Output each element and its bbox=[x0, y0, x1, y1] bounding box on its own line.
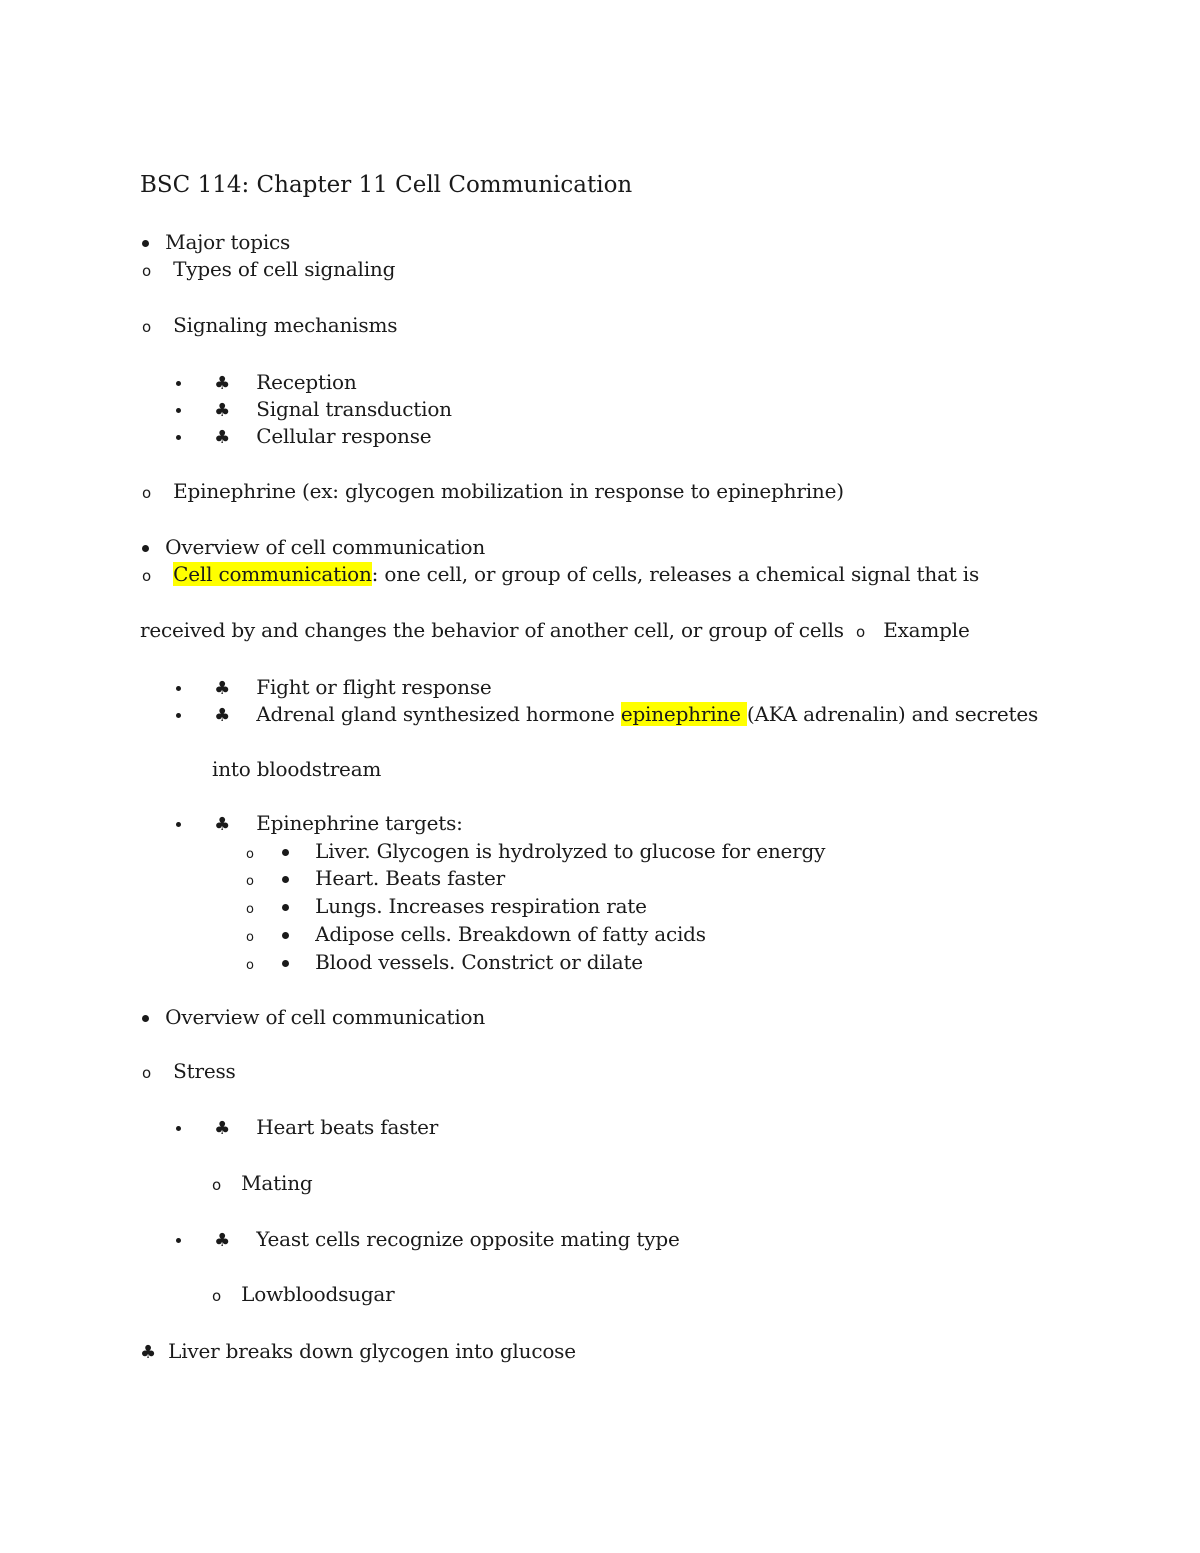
list-item: o Mating bbox=[212, 1171, 313, 1195]
list-item: o Stress bbox=[142, 1059, 236, 1083]
circle-bullet-icon: o bbox=[142, 262, 151, 280]
paragraph-line: received by and changes the behavior of another cell, or group of cells o Example bbox=[140, 618, 970, 642]
list-item: o Cell communication: one cell, or group of cells, releases a chemical signal that is bbox=[142, 562, 980, 586]
list-item: o Types of cell signaling bbox=[142, 257, 396, 281]
list-item: Major topics bbox=[142, 229, 290, 255]
list-item: o Lungs. Increases respiration rate bbox=[246, 894, 647, 918]
circle-bullet-icon: o bbox=[142, 567, 151, 585]
club-icon: ♣ bbox=[214, 678, 231, 699]
list-item: ♣ Signal transduction bbox=[176, 396, 452, 424]
circle-bullet-icon: o bbox=[246, 930, 254, 945]
list-item: ♣ Epinephrine targets: bbox=[176, 810, 463, 838]
list-item: ♣ Yeast cells recognize opposite mating type bbox=[176, 1226, 680, 1254]
highlighted-term: Cell communication bbox=[173, 562, 372, 586]
paragraph-line: into bloodstream bbox=[212, 757, 382, 781]
club-icon: ♣ bbox=[140, 1342, 156, 1363]
list-item: ♣ Adrenal gland synthesized hormone epinephrine (AKA adrenalin) and secretes bbox=[176, 701, 1038, 729]
bullet-icon bbox=[142, 1015, 149, 1022]
list-item: ♣ Fight or flight response bbox=[176, 674, 492, 702]
page-title: BSC 114: Chapter 11 Cell Communication bbox=[140, 172, 633, 198]
club-icon: ♣ bbox=[214, 1118, 231, 1139]
club-icon: ♣ bbox=[214, 814, 231, 835]
club-icon: ♣ bbox=[214, 427, 231, 448]
bullet-icon bbox=[176, 822, 181, 827]
bullet-icon bbox=[282, 932, 289, 939]
circle-bullet-icon: o bbox=[246, 847, 254, 862]
bullet-icon bbox=[176, 408, 181, 413]
bullet-icon bbox=[176, 1238, 181, 1243]
bullet-icon bbox=[282, 960, 289, 967]
bullet-icon bbox=[282, 849, 289, 856]
circle-bullet-icon: o bbox=[856, 623, 866, 641]
list-item: ♣ Cellular response bbox=[176, 423, 431, 451]
list-item: o Liver. Glycogen is hydrolyzed to glucose for energy bbox=[246, 839, 826, 863]
bullet-icon bbox=[176, 435, 181, 440]
list-item: Overview of cell communication bbox=[142, 534, 485, 560]
club-icon: ♣ bbox=[214, 1230, 231, 1251]
circle-bullet-icon: o bbox=[212, 1287, 221, 1305]
bullet-icon bbox=[282, 876, 289, 883]
highlighted-term: epinephrine bbox=[620, 702, 747, 726]
list-item: o Adipose cells. Breakdown of fatty acids bbox=[246, 922, 706, 946]
club-icon: ♣ bbox=[214, 400, 231, 421]
bullet-icon bbox=[176, 686, 181, 691]
bullet-icon bbox=[282, 904, 289, 911]
list-item: o Epinephrine (ex: glycogen mobilization in response to epinephrine) bbox=[142, 479, 844, 503]
circle-bullet-icon: o bbox=[142, 1064, 151, 1082]
circle-bullet-icon: o bbox=[246, 902, 254, 917]
list-item: ♣ Liver breaks down glycogen into glucose bbox=[140, 1339, 576, 1363]
circle-bullet-icon: o bbox=[142, 318, 151, 336]
circle-bullet-icon: o bbox=[246, 874, 254, 889]
club-icon: ♣ bbox=[214, 705, 231, 726]
list-item: o Heart. Beats faster bbox=[246, 866, 505, 890]
club-icon: ♣ bbox=[214, 373, 231, 394]
bullet-icon bbox=[142, 545, 149, 552]
circle-bullet-icon: o bbox=[246, 958, 254, 973]
list-item: o Blood vessels. Constrict or dilate bbox=[246, 950, 643, 974]
bullet-icon bbox=[142, 240, 149, 247]
list-item: o Signaling mechanisms bbox=[142, 313, 398, 337]
bullet-icon bbox=[176, 713, 181, 718]
list-item: ♣ Heart beats faster bbox=[176, 1114, 438, 1142]
circle-bullet-icon: o bbox=[212, 1176, 221, 1194]
circle-bullet-icon: o bbox=[142, 484, 151, 502]
bullet-icon bbox=[176, 381, 181, 386]
list-item: ♣ Reception bbox=[176, 369, 357, 397]
bullet-icon bbox=[176, 1126, 181, 1131]
list-item: Overview of cell communication bbox=[142, 1004, 485, 1030]
list-item: o Lowbloodsugar bbox=[212, 1282, 395, 1306]
